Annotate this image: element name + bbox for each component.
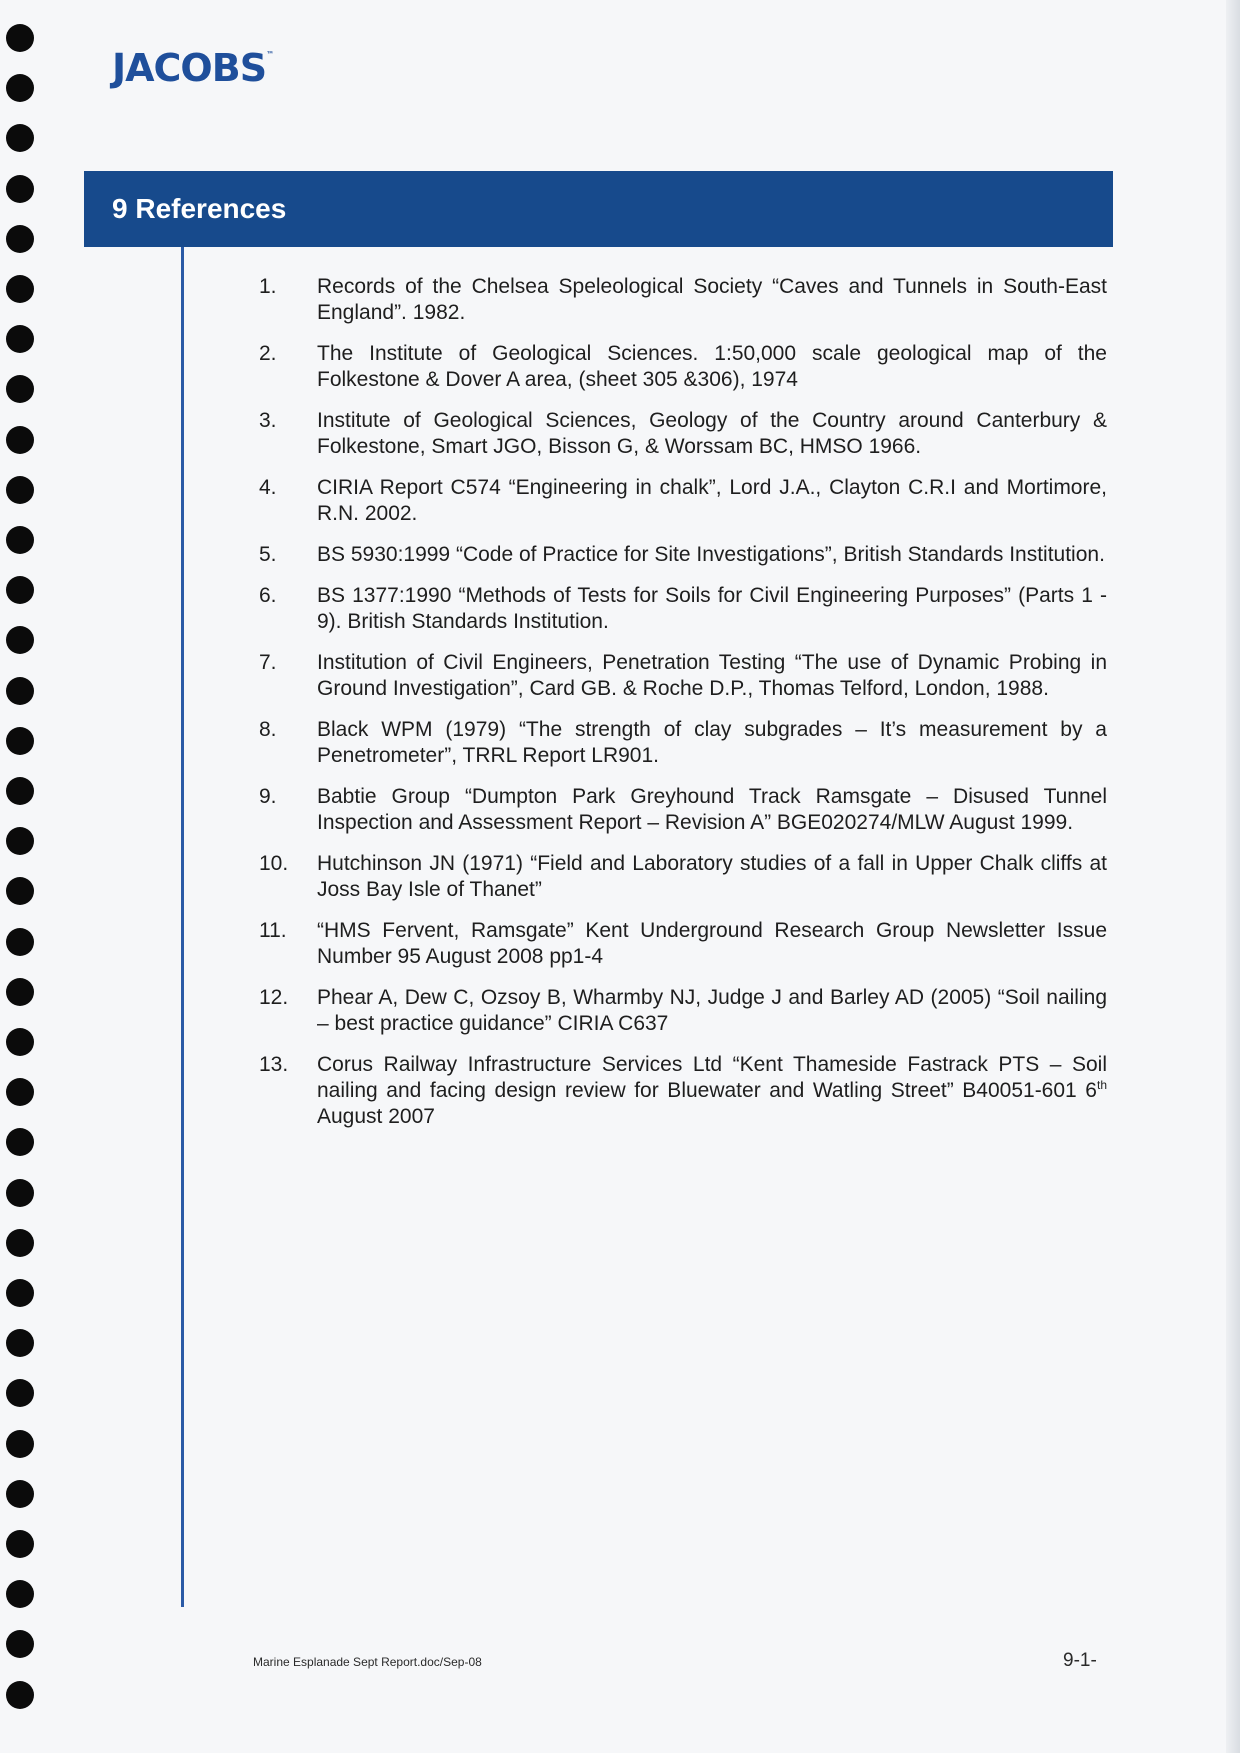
binder-hole [6,1480,34,1508]
reference-number: 8. [259,718,277,741]
reference-item [250,851,1107,903]
reference-number: 3. [259,409,277,432]
section-title: 9 References [112,193,287,224]
binder-hole [6,576,34,604]
jacobs-logo [112,46,274,90]
logo-text: JACOBS [112,46,267,90]
binder-hole [6,225,34,253]
binder-hole [6,1379,34,1407]
reference-number: 13. [259,1053,289,1076]
reference-text: Records of the Chelsea Speleological Society “Caves and Tunnels in South-East England”. 1982. [317,275,1107,324]
binder-hole [6,727,34,755]
reference-text: BS 5930:1999 “Code of Practice for Site Investigations”, British Standards Institution. [317,543,1105,566]
footer-page-number: 9-1- [1063,1650,1097,1671]
reference-item [250,1052,1107,1130]
reference-item [250,650,1107,702]
binder-hole [6,978,34,1006]
binder-hole [6,827,34,855]
binder-hole [6,1329,34,1357]
reference-item [250,475,1107,527]
reference-text: Hutchinson JN (1971) “Field and Laboratory studies of a fall in Upper Chalk cliffs at Joss Bay Isle of Thanet” [317,852,1107,901]
reference-number: 12. [259,986,289,1009]
reference-number: 5. [259,543,277,566]
reference-text-after: August 2007 [317,1105,435,1128]
reference-number: 11. [259,919,287,942]
section-header-band [84,171,1113,247]
binder-hole [6,626,34,654]
reference-text: BS 1377:1990 “Methods of Tests for Soils for Civil Engineering Purposes” (Parts 1 - 9). British Standards Institution. [317,584,1107,633]
reference-number: 7. [259,651,277,674]
reference-number: 10. [259,852,289,875]
binder-hole [6,426,34,454]
reference-item [250,918,1107,970]
binder-hole [6,777,34,805]
reference-item [250,542,1107,568]
reference-item [250,985,1107,1037]
binder-hole [6,1028,34,1056]
binder-hole [6,526,34,554]
reference-item [250,274,1107,326]
binder-hole [6,1430,34,1458]
binder-hole [6,275,34,303]
reference-superscript: th [1096,1078,1107,1092]
binder-holes [0,0,40,1753]
side-rule [181,247,184,1607]
binder-hole [6,1179,34,1207]
logo-trademark: ™ [266,50,275,59]
binder-hole [6,476,34,504]
page-edge [1226,0,1240,1753]
reference-text: “HMS Fervent, Ramsgate” Kent Underground Research Group Newsletter Issue Number 95 August 2008 pp1-4 [317,919,1107,968]
binder-hole [6,1630,34,1658]
reference-number: 4. [259,476,277,499]
reference-item [250,341,1107,393]
reference-text [317,1052,1107,1130]
reference-text: Institution of Civil Engineers, Penetration Testing “The use of Dynamic Probing in Ground Investigation”, Card GB. & Roche D.P., Thomas Telford, London, 1988. [317,651,1107,700]
binder-hole [6,74,34,102]
reference-item [250,583,1107,635]
references-list [250,274,1107,1145]
reference-item [250,717,1107,769]
binder-hole [6,1530,34,1558]
binder-hole [6,1681,34,1709]
reference-item [250,408,1107,460]
binder-hole [6,1128,34,1156]
binder-hole [6,375,34,403]
binder-hole [6,124,34,152]
binder-hole [6,1580,34,1608]
binder-hole [6,325,34,353]
reference-text-main: Corus Railway Infrastructure Services Ltd “Kent Thameside Fastrack PTS – Soil nailing and facing design review for Bluewater and Watling Street” B40051-601 6 [317,1053,1107,1102]
binder-hole [6,677,34,705]
reference-number: 9. [259,785,277,808]
reference-text: Black WPM (1979) “The strength of clay subgrades – It’s measurement by a Penetrometer”, TRRL Report LR901. [317,718,1107,767]
binder-hole [6,175,34,203]
reference-text: The Institute of Geological Sciences. 1:50,000 scale geological map of the Folkestone & Dover A area, (sheet 305 &306), 1974 [317,342,1107,391]
reference-number: 6. [259,584,277,607]
footer-document-name: Marine Esplanade Sept Report.doc/Sep-08 [253,1655,482,1669]
reference-item [250,784,1107,836]
binder-hole [6,877,34,905]
binder-hole [6,1229,34,1257]
reference-text: Babtie Group “Dumpton Park Greyhound Track Ramsgate – Disused Tunnel Inspection and Assessment Report – Revision A” BGE020274/MLW August 1999. [317,785,1107,834]
reference-number: 2. [259,342,277,365]
reference-text: Phear A, Dew C, Ozsoy B, Wharmby NJ, Judge J and Barley AD (2005) “Soil nailing – best practice guidance” CIRIA C637 [317,986,1107,1035]
reference-text: Institute of Geological Sciences, Geology of the Country around Canterbury & Folkestone, Smart JGO, Bisson G, & Worssam BC, HMSO 1966. [317,409,1107,458]
binder-hole [6,24,34,52]
reference-number: 1. [259,275,277,298]
reference-text: CIRIA Report C574 “Engineering in chalk”, Lord J.A., Clayton C.R.I and Mortimore, R.N. 2002. [317,476,1107,525]
binder-hole [6,1078,34,1106]
binder-hole [6,1279,34,1307]
binder-hole [6,928,34,956]
